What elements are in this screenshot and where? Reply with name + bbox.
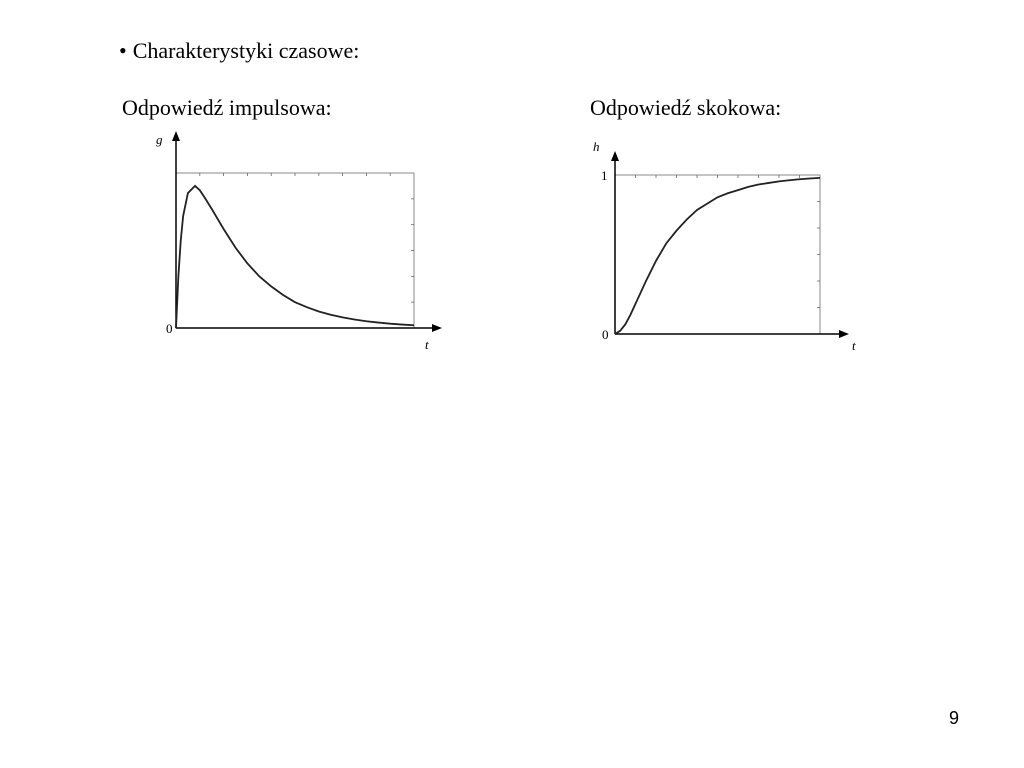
plot-frame [176, 173, 414, 328]
x-axis-label: t [852, 338, 856, 353]
frame-ticks [636, 175, 821, 308]
impulse-response-title: Odpowiedź impulsowa: [122, 95, 332, 120]
x-axis-arrow [839, 330, 849, 338]
y-axis-label: h [593, 139, 600, 154]
step-response-title: Odpowiedź skokowa: [590, 95, 782, 120]
step-response-curve [615, 178, 820, 334]
plot-frame [615, 175, 820, 334]
y-axis-arrow [172, 131, 180, 141]
impulse-response-chart [156, 131, 442, 352]
step-response-chart [593, 139, 856, 353]
page-number: 9 [949, 708, 960, 728]
section-heading-text: Charakterystyki czasowe: [132, 38, 360, 63]
frame-ticks [200, 173, 414, 302]
y-tick-label-0: 0 [602, 327, 609, 342]
y-tick-label-0: 0 [166, 321, 173, 336]
impulse-response-curve [176, 186, 414, 328]
y-tick-label-1: 1 [601, 168, 608, 183]
bullet-marker: • [119, 38, 127, 63]
y-axis-label: g [156, 132, 163, 147]
y-axis-arrow [611, 151, 619, 161]
x-axis-label: t [425, 337, 429, 352]
x-axis-arrow [432, 324, 442, 332]
